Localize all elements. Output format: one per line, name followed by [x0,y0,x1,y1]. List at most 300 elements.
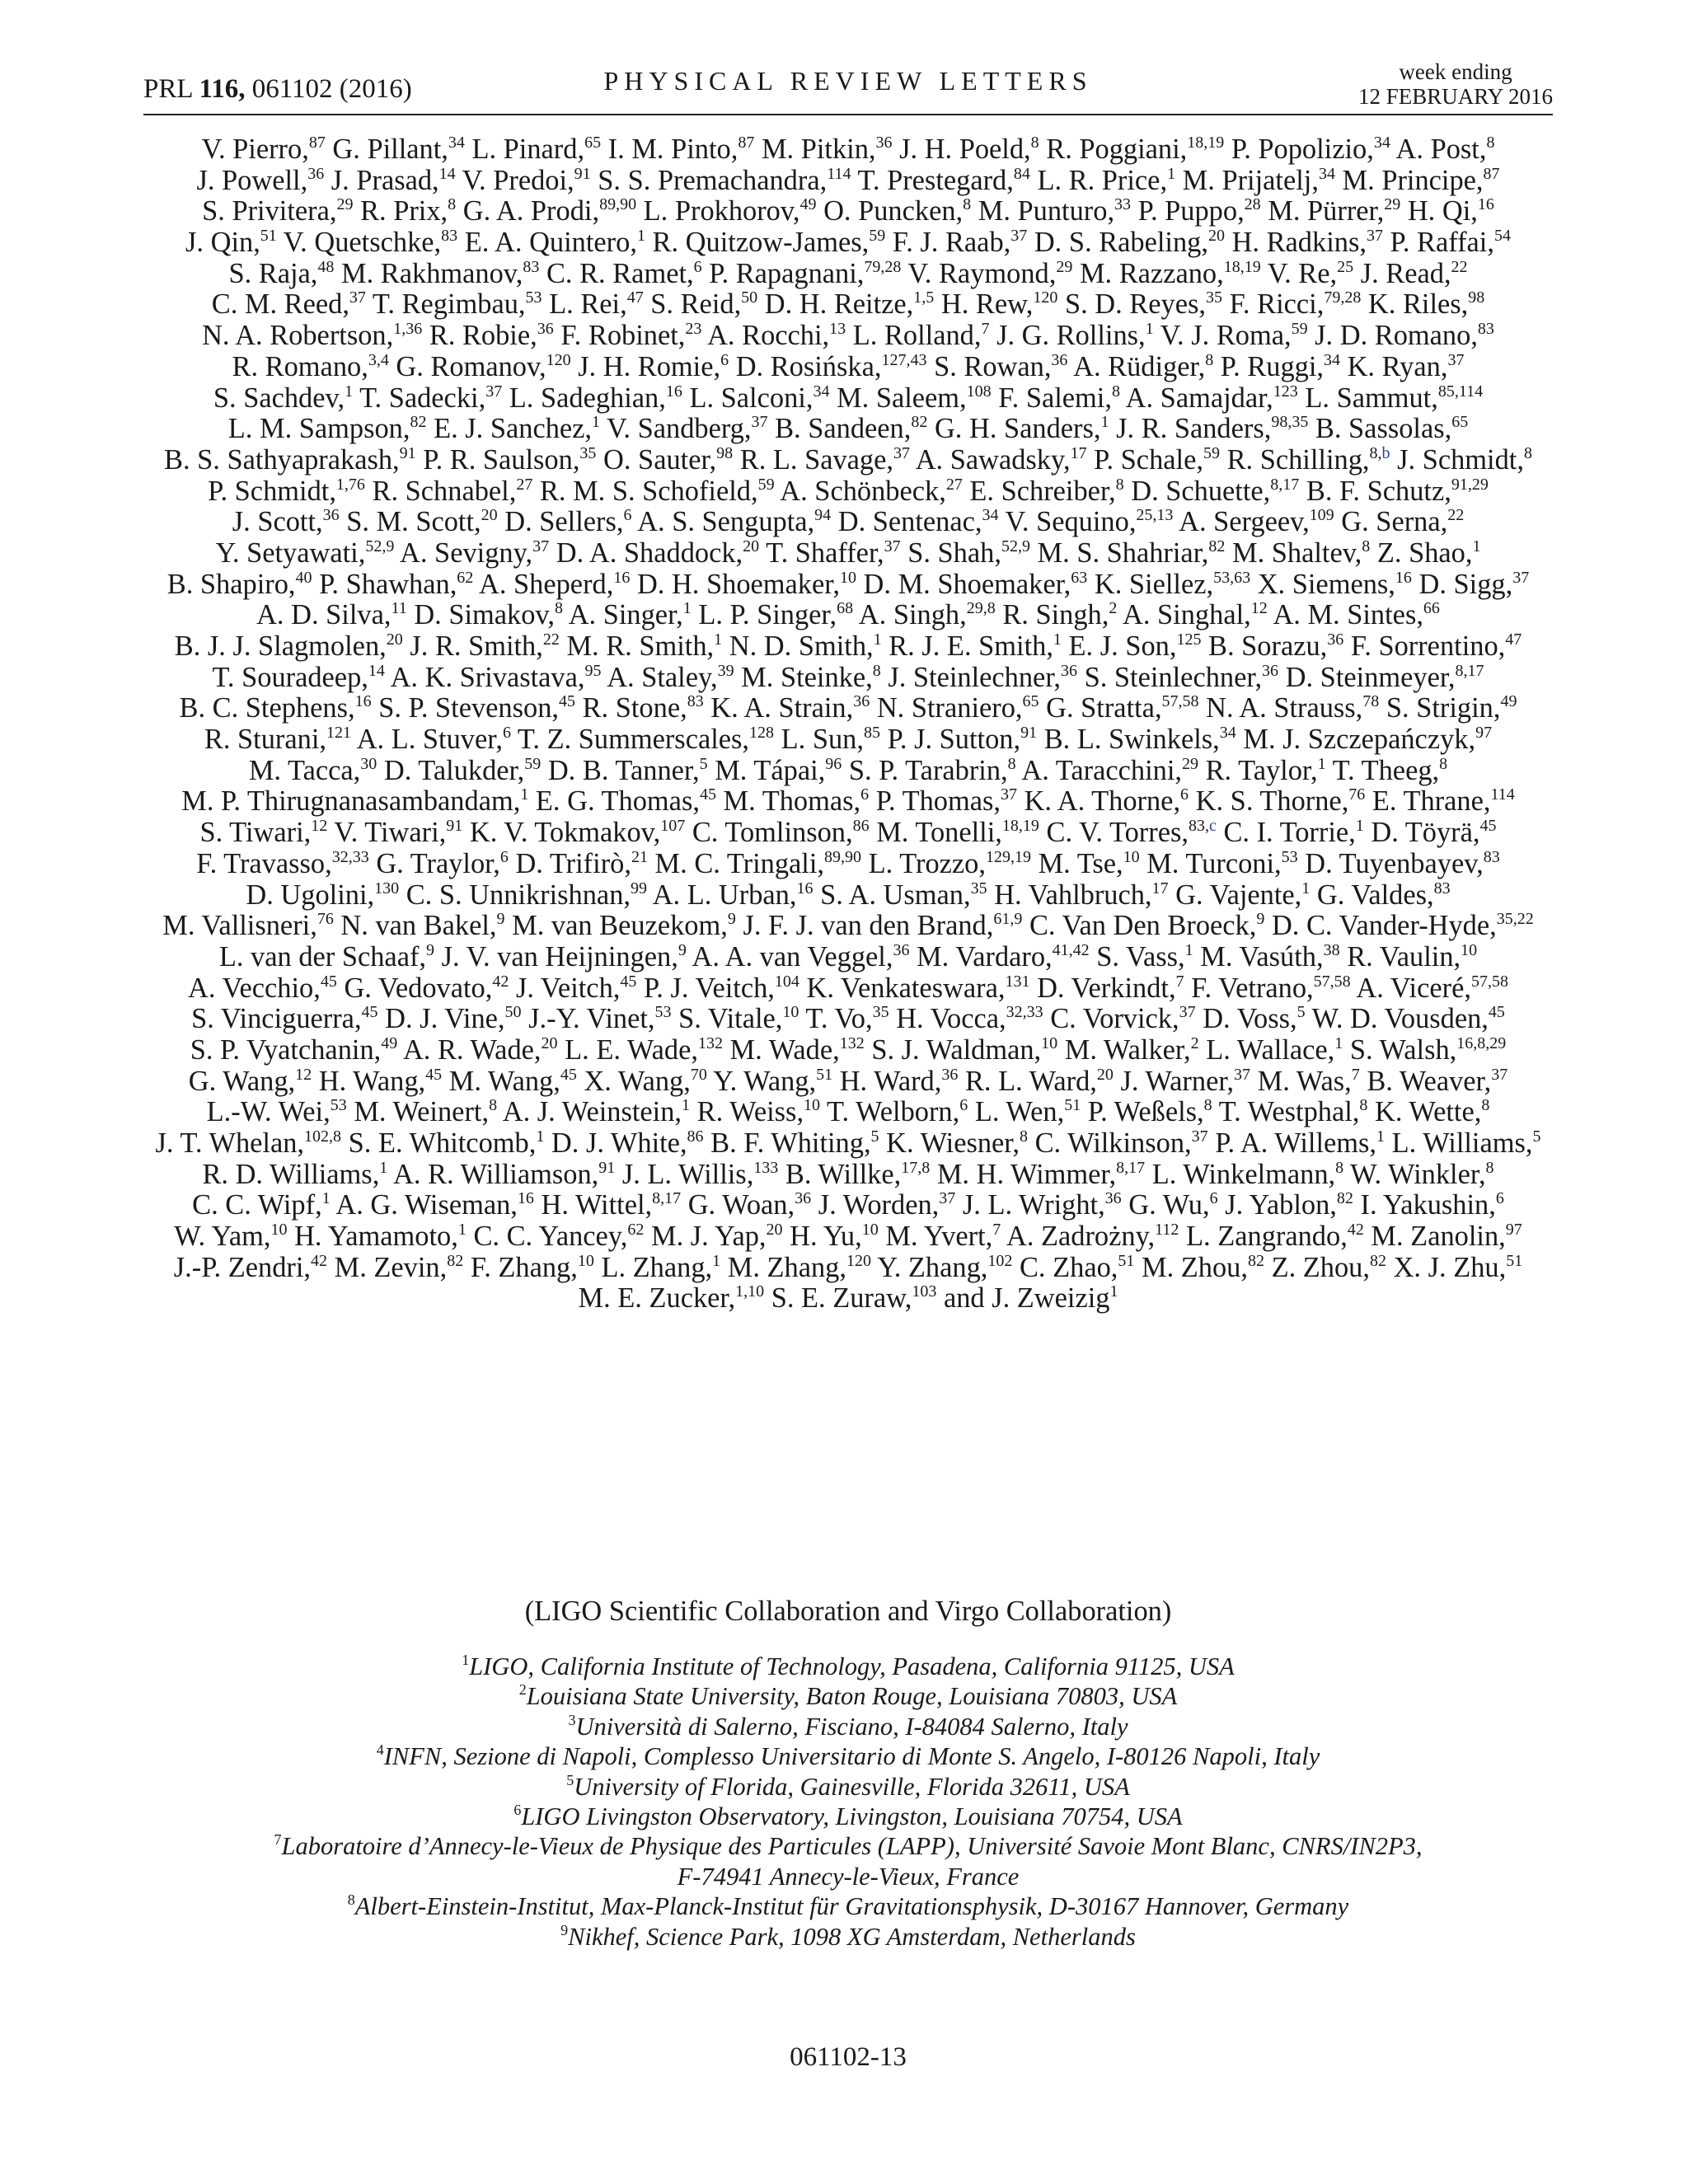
author-affiliation-ref: 20 [1207,227,1225,246]
author [692,941,910,972]
author [1138,195,1261,227]
author-name: L. Prokhorov, [643,195,800,227]
author-name: D. M. Shoemaker, [863,568,1071,600]
affiliation-text: Laboratoire d’Annecy-le-Vieux de Physique des Particules (LAPP), Université Savoie Mont Blanc, CNRS/IN2P3, [281,1832,1423,1861]
author [1186,1221,1364,1252]
author-name: S. Rowan, [934,350,1052,382]
author-affiliation-ref: 9 [727,910,736,929]
author-affiliation-ref: 87 [738,134,755,152]
author [246,879,399,911]
author-affiliation-ref: 2 [1190,1033,1199,1052]
author-affiliation-ref: 8 [1007,754,1016,773]
author-affiliation-ref: 27 [516,475,533,494]
author-name: D. C. Vander-Hyde, [1271,910,1497,942]
author-name: B. Sandeen, [775,413,912,445]
author-name: H. Ward, [839,1065,942,1097]
author [536,785,716,817]
author-name: L. Sammut, [1305,382,1438,414]
author [740,444,910,476]
author [840,1066,959,1097]
author-name: A. Staley, [607,661,718,693]
author-affiliation-ref: 109 [1309,506,1334,525]
author-affiliation-ref: 37 [349,288,366,307]
affiliation-number: 5 [566,1771,574,1788]
author [503,1096,690,1127]
author [1221,351,1340,382]
author [470,817,685,848]
author [504,506,631,537]
author [319,569,473,600]
author [518,724,774,755]
author-affiliation-ref: 8 [1523,443,1532,462]
author [512,910,736,941]
author-affiliation-ref: 127,43 [881,350,927,369]
author-name: V. Re, [1267,257,1338,289]
author-name: M. Tonelli, [876,817,1002,849]
issue-date-value: 12 FEBRUARY 2016 [1357,84,1553,109]
author-affiliation-ref: 45 [1488,1003,1505,1022]
author [509,382,682,414]
author-affiliation-ref: 16 [796,879,814,898]
author-name: E. Thrane, [1372,785,1491,818]
author [651,1221,783,1252]
author-affiliation-ref: 20 [743,537,760,555]
author [359,382,502,414]
author-name: P. Puppo, [1137,195,1245,227]
author [1361,258,1468,289]
author [1268,258,1353,289]
author-name: J. Read, [1360,257,1451,289]
author-name: A. S. Sengupta, [637,506,815,538]
author [713,1066,832,1097]
author-name: M. Thomas, [723,785,861,818]
author-affiliation-ref: 1,10 [735,1282,765,1301]
author-name: A. L. Urban, [652,879,797,911]
author-affiliation-ref: 87 [308,134,326,152]
author-affiliation-ref: 102,8 [304,1127,342,1146]
author-affiliation-ref: 6 [623,506,632,525]
author-affiliation-ref: 82 [1369,1251,1386,1270]
author [969,476,1123,507]
author-name: K. S. Thorne, [1195,785,1349,818]
author [1123,599,1268,630]
author-name: J. Qin, [185,227,260,259]
author [1390,227,1511,258]
author-affiliation-ref: 57,58 [1161,692,1199,711]
author-name: M. Vasúth, [1200,940,1324,972]
author-affiliation-ref: 10 [782,1003,799,1022]
author-affiliation-ref: 91 [1020,724,1038,743]
author [730,1034,865,1066]
author-line [143,1066,1553,1098]
author [823,195,971,227]
author [896,1003,1043,1034]
author-name: S. P. Tarabrin, [848,754,1008,786]
author-name: and J. Zweizig [943,1282,1110,1315]
author-name: J. R. Sanders, [1116,413,1272,445]
author-name: V. Sandberg, [607,413,752,445]
author-name: S. A. Usman, [820,879,971,911]
author [479,569,630,600]
author-name: M. Walker, [1064,1033,1191,1066]
author-affiliation-ref: 1 [321,1189,331,1208]
author-name: C. M. Reed, [211,288,349,321]
author-line [143,818,1553,849]
author-affiliation-ref: 132 [839,1033,865,1052]
author-name: S. Strigin, [1386,692,1501,724]
author [859,599,996,630]
author-name: R. Stone, [582,692,687,724]
author-name: P. Schale, [1094,443,1203,476]
author-line [143,476,1553,508]
author [189,1066,312,1097]
author-affiliation-ref: 36 [1051,350,1068,369]
author-affiliation-ref: 95 [584,661,602,680]
author-affiliation-ref: 1 [1376,1127,1385,1146]
author [204,724,351,755]
author-affiliation-ref: 29 [1181,754,1198,773]
author-affiliation-ref: 8 [1115,475,1124,494]
author-affiliation-ref: 65 [584,134,602,152]
author-affiliation-ref: 30 [360,754,377,773]
author-name: D. Trifirò, [515,847,631,879]
author-name: B. Willke, [785,1158,902,1190]
author-name: G. Pillant, [332,134,448,165]
author-name: A. Vecchio, [188,972,321,1004]
author-name: A. Singhal, [1123,599,1251,631]
author-name: G. Vajente, [1175,879,1302,911]
author [1396,134,1495,165]
author [216,537,395,569]
author [1350,1034,1506,1066]
author-affiliation-ref: 3,4 [368,350,389,369]
author-affiliation-ref: 34 [1318,164,1335,183]
author [360,195,456,227]
author-affiliation-ref: 1 [1184,940,1193,959]
author [1006,1221,1179,1252]
author-affiliation-ref: 8 [1359,1096,1368,1115]
author [1080,258,1261,289]
author-name: T. Shaffer, [766,537,884,569]
author-name: L. Rolland, [852,320,982,352]
author [765,288,935,320]
author [542,1189,682,1221]
author-name: S. P. Stevenson, [378,692,559,724]
author-name: J. H. Romie, [578,350,721,382]
author-name: D. Talukder, [383,754,525,786]
author-line [143,631,1553,663]
author-name: K. Wette, [1375,1096,1482,1128]
author-affiliation-ref: 1 [712,1251,721,1270]
author-name: I. M. Pinto, [607,134,738,165]
author-name: P. Thomas, [875,785,1001,818]
author [827,1096,968,1127]
author-affiliation-ref: 34 [1219,724,1236,743]
author [876,817,1039,848]
author-name: A. Samajdar, [1125,382,1273,414]
author-affiliation-ref: 86 [852,817,870,836]
author [1243,724,1492,755]
author [202,1159,387,1190]
affiliation-text: Louisiana State University, Baton Rouge, Louisiana 70803, USA [526,1682,1178,1711]
author [1343,165,1500,196]
author-name: G. Vedovato, [344,972,493,1004]
author-name: D. Ugolini, [246,879,375,911]
author [190,1034,398,1066]
author-name: V. Pierro, [201,134,309,165]
author [728,1252,871,1283]
author [1230,288,1362,320]
author-affiliation-ref: 5 [870,1127,879,1146]
author [975,1096,1081,1127]
author [1350,1159,1493,1190]
author [710,692,870,724]
author-name: A. D. Silva, [256,599,392,631]
author-name: B. Shapiro, [166,568,296,600]
author-name: D. Voss, [1203,1003,1297,1035]
author-affiliation-ref: 14 [438,164,456,183]
author [736,351,927,382]
author [434,413,600,444]
author-name: D. Simakov, [414,599,555,631]
author [889,630,1062,662]
author-name: D. H. Reitze, [764,288,914,321]
author-name: T. Sadecki, [359,382,486,414]
author-affiliation-ref: 83 [1483,847,1500,866]
author-name: G. Romanov, [396,350,546,382]
author-affiliation-ref: 7 [1351,1065,1360,1084]
author-affiliation-ref: 5 [1532,1127,1541,1146]
author-affiliation-ref: 37 [1234,1065,1251,1084]
author-name: W. D. Vousden, [1311,1003,1489,1035]
author [689,382,829,414]
author-name: A. M. Sintes, [1273,599,1423,631]
author [1231,134,1390,165]
author-name: R. L. Ward, [964,1065,1097,1097]
author-affiliation-ref: 1 [379,1158,388,1177]
author [429,320,554,351]
author-affiliation-ref: 98 [1468,288,1485,307]
author [607,662,734,693]
author [449,1066,577,1097]
author [156,1127,342,1159]
author-name: V. Raymond, [907,257,1057,289]
author-affiliation-ref: 51 [1118,1251,1135,1270]
author-affiliation-ref: 53 [654,1003,672,1022]
author-affiliation-ref: 8 [1362,537,1371,555]
author [196,165,324,196]
author [213,382,353,414]
author-affiliation-ref: 6 [1180,785,1189,804]
author [400,537,549,569]
author-name: G. Serna, [1341,506,1448,538]
author-affiliation-ref: 7 [1175,972,1184,991]
author-affiliation-ref: 48 [317,257,335,276]
author-affiliation-ref: 94 [814,506,832,525]
author-affiliation-ref: 133 [753,1158,779,1177]
affiliation [143,1712,1553,1741]
affiliation-number: 1 [462,1652,470,1668]
author-affiliation-ref: 82 [1336,1189,1353,1208]
author [414,599,563,630]
author-affiliation-ref: 121 [326,724,351,743]
author [603,444,733,476]
author-name: O. Sauter, [603,443,717,476]
author-affiliation-ref: 85 [863,724,880,743]
author-affiliation-ref: 84 [1013,164,1030,183]
author-name: V. Predoi, [462,164,574,196]
author-name: H. Yamamoto, [294,1221,458,1253]
author-affiliation-ref: 82 [1247,1251,1264,1270]
author [1361,1189,1504,1221]
author-affiliation-ref: 33 [1114,195,1132,214]
author-affiliation-ref: 25 [1337,257,1354,276]
author-affiliation-ref: 20 [386,630,403,649]
author [1020,1252,1134,1283]
author-name: F. Vetrano, [1191,972,1314,1004]
author-name: J. Schmidt, [1397,443,1524,476]
author-name: L. Winkelmann, [1151,1158,1336,1190]
author-affiliation-ref: 91 [399,443,416,462]
author [1191,972,1351,1004]
author [167,569,312,600]
author-name: A. G. Wiseman, [335,1189,518,1221]
author-affiliation-ref: 34 [1323,350,1340,369]
author [1069,630,1202,662]
author-affiliation-ref: 99 [631,879,647,898]
author-name: M. Principe, [1342,164,1484,196]
author [540,476,775,507]
author-name: M. R. Smith, [566,630,715,662]
author-affiliation-ref: 35 [579,443,597,462]
author [1065,1034,1199,1066]
author-name: D. S. Rabeling, [1034,227,1208,259]
author-affiliation-ref: 39 [717,661,734,680]
author-name: A. Post, [1395,134,1487,165]
author-name: T. Welborn, [827,1096,960,1128]
author-affiliation-ref: 42 [1347,1221,1364,1240]
author [743,910,1022,941]
author [1025,785,1189,817]
author-name: Z. Shao, [1376,537,1473,569]
author-line [143,973,1553,1005]
author-name: S. Raja, [228,257,318,289]
author [1371,1221,1522,1252]
author [1094,444,1220,476]
author-name: G. Valdes, [1316,879,1434,911]
author-name: S. Shah, [907,537,1001,569]
author-affiliation-ref: 35,22 [1496,910,1534,929]
author-name: E. G. Thomas, [535,785,700,818]
author-affiliation-ref: 53 [525,288,542,307]
author-line [143,849,1553,880]
author [1227,444,1390,476]
author-name: M. Tse, [1038,847,1123,879]
author [780,476,963,507]
author [423,444,596,476]
author-name: S. J. Waldman, [871,1033,1042,1066]
author-name: L. Wen, [974,1096,1065,1128]
author-name: F. Salemi, [998,382,1112,414]
author [698,599,853,630]
author [1047,817,1217,848]
affiliation [143,1831,1553,1861]
author-affiliation-ref: 16 [517,1189,534,1208]
author-name: D. J. White, [551,1127,687,1159]
author-line [143,724,1553,756]
author-affiliation-ref: 37 [1491,1065,1508,1084]
author-line [143,289,1553,321]
author-name: B. J. J. Slagmolen, [174,630,387,662]
author [1356,972,1508,1004]
author [335,1189,534,1221]
author [1065,288,1222,320]
author-affiliation-ref: 66 [1423,599,1440,618]
author-name: D. Schuette, [1131,475,1271,507]
author-affiliation-ref: 8 [963,195,972,214]
affiliation-text: Università di Salerno, Fisciano, I-84084 Salerno, Italy [575,1712,1128,1741]
author-name: C. Wilkinson, [1034,1127,1192,1159]
author-name: G. A. Prodi, [462,195,600,227]
author-affiliation-ref: 59 [1291,320,1308,339]
author-affiliation-ref: 6 [693,257,702,276]
page-number: 061102-13 [790,2042,907,2072]
author-affiliation-ref: 91 [446,817,463,836]
author-affiliation-ref: 6 [1209,1189,1218,1208]
author-name: V. Quetschke, [283,227,442,259]
author-affiliation-ref: 29 [1056,257,1073,276]
author-name: C. Van Den Broeck, [1029,910,1257,942]
author-name: D. Steinmeyer, [1285,661,1456,693]
author-name: M. Vallisneri, [162,910,317,942]
author-name: M. Zanolin, [1371,1221,1506,1253]
author [1348,351,1465,382]
affiliation [143,1922,1553,1952]
author-name: R. Taylor, [1205,754,1318,786]
author-affiliation-ref: 36 [853,692,870,711]
author-name: R. Prix, [360,195,448,227]
author-name: M. Zhang, [727,1251,846,1283]
author-affiliation-ref: 8 [1335,1158,1344,1177]
author-name: S. D. Reyes, [1064,288,1206,321]
author-affiliation-ref: 98,35 [1271,413,1309,432]
author-affiliation-ref: 6 [959,1096,968,1115]
affiliation-number: 8 [347,1891,355,1909]
author [1392,1127,1541,1159]
author-name: G. H. Sanders, [934,413,1101,445]
affiliation [143,1802,1553,1831]
author-affiliation-ref: 63 [1071,568,1088,587]
author [871,1034,1057,1066]
author-name: B. F. Whiting, [710,1127,871,1159]
author-affiliation-ref: 45 [699,785,716,804]
author-affiliation-ref: 51 [1506,1251,1523,1270]
author-name: J. Powell, [196,164,308,196]
author-affiliation-ref: 12 [311,817,328,836]
author-name: J. V. van Heijningen, [441,940,678,972]
author-list [143,134,1553,1315]
author-affiliation-ref: 32,33 [1006,1003,1043,1022]
author-name: E. Schreiber, [969,475,1116,507]
author-name: H. Vahlbruch, [994,879,1152,911]
author-name: M. S. Shahriar, [1037,537,1209,569]
author-name: J. Yablon, [1225,1189,1337,1221]
affiliation-list [143,1652,1553,1952]
author [965,1066,1114,1097]
author-line [143,1097,1553,1128]
author-affiliation-ref: 79,28 [864,257,902,276]
author-name: M. Tápai, [715,754,826,786]
